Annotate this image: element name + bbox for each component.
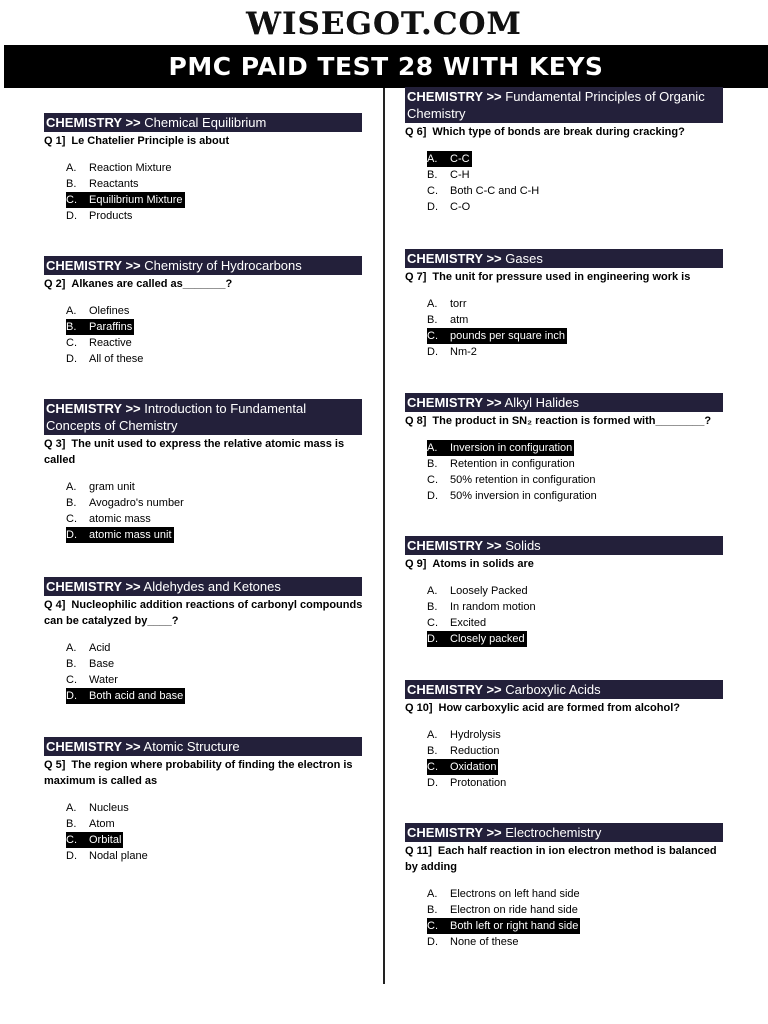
category-name: Atomic Structure [143, 739, 240, 754]
question-body: The product in SN₂ reaction is formed with________? [432, 415, 712, 427]
option-letter: D. [66, 353, 77, 365]
question-block [44, 256, 364, 367]
question-body: Nucleophilic addition reactions of carbonyl compounds can be catalyzed by____? [44, 599, 363, 627]
option-text: C-H [450, 169, 470, 181]
option-c [66, 672, 120, 688]
option-letter: A. [427, 729, 438, 741]
option-letter: C. [427, 617, 438, 629]
question-text [405, 269, 725, 285]
category-prefix: CHEMISTRY >> [46, 401, 141, 416]
option-text: Excited [450, 617, 487, 629]
option-text: Reactants [89, 178, 139, 190]
question-text [405, 413, 725, 429]
options-list [405, 727, 725, 791]
options-list [44, 160, 364, 224]
category-prefix: CHEMISTRY >> [407, 538, 502, 553]
option-d [427, 631, 527, 647]
question-body: Atoms in solids are [432, 558, 534, 570]
option-text: Reduction [450, 745, 500, 757]
option-c [66, 192, 185, 208]
option-letter: A. [427, 153, 438, 165]
option-text: Reactive [89, 337, 132, 349]
option-letter: C. [427, 474, 438, 486]
category-name: Chemistry of Hydrocarbons [144, 258, 302, 273]
option-text: atomic mass [89, 513, 151, 525]
option-letter: B. [66, 178, 77, 190]
option-a [66, 160, 174, 176]
option-a [66, 640, 112, 656]
question-block [405, 249, 725, 360]
column-divider [383, 88, 385, 984]
options-list [44, 800, 364, 864]
question-text [44, 757, 364, 789]
category-header [44, 577, 362, 596]
option-text: Base [89, 658, 115, 670]
option-text: atm [450, 314, 469, 326]
question-number: Q 1] [44, 135, 66, 147]
option-letter: A. [66, 481, 77, 493]
option-d [427, 199, 472, 215]
option-b [427, 456, 577, 472]
question-text [405, 556, 725, 572]
category-header [405, 823, 723, 842]
question-block [44, 113, 364, 224]
site-brand: WISEGOT.COM [246, 6, 522, 42]
category-prefix: CHEMISTRY >> [46, 115, 141, 130]
question-block [405, 393, 725, 504]
question-number: Q 7] [405, 271, 427, 283]
option-text: Electron on ride hand side [450, 904, 578, 916]
option-d [427, 344, 479, 360]
option-text: Loosely Packed [450, 585, 528, 597]
option-letter: D. [427, 490, 438, 502]
question-body: The region where probability of finding the electron is maximum is called as [44, 759, 353, 787]
option-letter: C. [66, 834, 77, 846]
option-letter: C. [427, 185, 438, 197]
category-header [405, 536, 723, 555]
option-a [66, 479, 137, 495]
option-text: Both C-C and C-H [450, 185, 540, 197]
options-list [405, 583, 725, 647]
option-a [427, 296, 469, 312]
option-letter: B. [66, 658, 77, 670]
option-text: Olefines [89, 305, 130, 317]
option-d [427, 488, 599, 504]
question-number: Q 10] [405, 702, 433, 714]
option-letter: D. [427, 201, 438, 213]
category-name: Chemical Equilibrium [144, 115, 267, 130]
test-title: PMC PAID TEST 28 WITH KEYS [4, 45, 768, 88]
option-text: Avogadro's number [89, 497, 184, 509]
option-c [427, 759, 498, 775]
option-letter: A. [66, 802, 77, 814]
option-text: Inversion in configuration [450, 442, 573, 454]
category-prefix: CHEMISTRY >> [46, 258, 141, 273]
option-letter: D. [427, 936, 438, 948]
option-letter: B. [427, 745, 438, 757]
option-b [66, 656, 116, 672]
category-prefix: CHEMISTRY >> [407, 251, 502, 266]
option-d [66, 688, 185, 704]
question-block [405, 536, 725, 647]
option-c [427, 183, 541, 199]
options-list [44, 479, 364, 543]
options-list [405, 886, 725, 950]
option-letter: D. [66, 690, 77, 702]
option-letter: B. [427, 601, 438, 613]
option-c [427, 918, 580, 934]
question-body: The unit used to express the relative atomic mass is called [44, 438, 345, 466]
option-letter: B. [427, 169, 438, 181]
question-body: Each half reaction in ion electron method is balanced by adding [405, 845, 717, 873]
option-d [66, 208, 134, 224]
category-prefix: CHEMISTRY >> [407, 682, 502, 697]
category-header [44, 113, 362, 132]
option-letter: A. [427, 442, 438, 454]
question-number: Q 6] [405, 126, 427, 138]
option-letter: A. [427, 298, 438, 310]
category-prefix: CHEMISTRY >> [46, 739, 141, 754]
question-text [44, 436, 364, 468]
category-prefix: CHEMISTRY >> [407, 89, 502, 104]
question-body: Which type of bonds are break during cracking? [432, 126, 685, 138]
question-text [405, 700, 725, 716]
option-b [427, 312, 470, 328]
options-list [44, 303, 364, 367]
option-text: All of these [89, 353, 144, 365]
option-text: None of these [450, 936, 519, 948]
option-letter: B. [427, 458, 438, 470]
option-b [427, 599, 538, 615]
option-letter: C. [66, 513, 77, 525]
option-text: Products [89, 210, 133, 222]
question-text [405, 124, 725, 140]
option-letter: D. [66, 529, 77, 541]
option-c [427, 472, 598, 488]
category-name: Fundamental Principles of Organic Chemistry [407, 89, 705, 121]
option-a [66, 800, 131, 816]
option-text: Equilibrium Mixture [89, 194, 183, 206]
option-d [427, 934, 521, 950]
option-d [427, 775, 508, 791]
option-text: Closely packed [450, 633, 525, 645]
category-name: Introduction to Fundamental Concepts of Chemistry [46, 401, 307, 433]
option-a [427, 886, 582, 902]
question-block [44, 399, 364, 543]
option-c [66, 335, 134, 351]
options-list [405, 440, 725, 504]
options-list [405, 151, 725, 215]
question-number: Q 8] [405, 415, 427, 427]
option-text: Both left or right hand side [450, 920, 579, 932]
question-block [405, 823, 725, 950]
option-a [427, 151, 472, 167]
question-block [44, 577, 364, 704]
option-a [427, 727, 503, 743]
option-b [427, 743, 502, 759]
option-text: Atom [89, 818, 115, 830]
options-list [405, 296, 725, 360]
question-text [405, 843, 725, 875]
option-text: atomic mass unit [89, 529, 172, 541]
option-text: torr [450, 298, 467, 310]
option-letter: A. [66, 162, 77, 174]
category-name: Carboxylic Acids [505, 682, 601, 697]
option-text: Oxidation [450, 761, 497, 773]
category-header [44, 256, 362, 275]
question-number: Q 11] [405, 845, 432, 857]
option-letter: C. [66, 674, 77, 686]
question-block [44, 737, 364, 864]
option-b [66, 319, 134, 335]
category-prefix: CHEMISTRY >> [46, 579, 141, 594]
question-number: Q 4] [44, 599, 66, 611]
option-b [427, 167, 472, 183]
question-text [44, 276, 364, 292]
option-text: Orbital [89, 834, 122, 846]
category-name: Gases [505, 251, 543, 266]
option-text: Acid [89, 642, 111, 654]
category-header [405, 249, 723, 268]
option-letter: D. [427, 633, 438, 645]
option-text: gram unit [89, 481, 135, 493]
question-body: The unit for pressure used in engineering work is [432, 271, 691, 283]
option-d [66, 351, 145, 367]
option-text: Water [89, 674, 118, 686]
question-number: Q 9] [405, 558, 427, 570]
option-text: Electrons on left hand side [450, 888, 580, 900]
option-letter: C. [427, 920, 438, 932]
option-text: Retention in configuration [450, 458, 575, 470]
question-block [405, 680, 725, 791]
option-b [66, 176, 141, 192]
category-name: Aldehydes and Ketones [143, 579, 281, 594]
option-letter: B. [427, 904, 438, 916]
option-letter: A. [427, 888, 438, 900]
option-letter: A. [66, 305, 77, 317]
option-c [66, 511, 153, 527]
option-text: In random motion [450, 601, 536, 613]
option-letter: A. [427, 585, 438, 597]
question-block [405, 87, 725, 215]
question-number: Q 2] [44, 278, 66, 290]
option-text: Both acid and base [89, 690, 184, 702]
question-body: Le Chatelier Principle is about [71, 135, 230, 147]
option-a [427, 440, 574, 456]
option-text: Nucleus [89, 802, 129, 814]
category-header [44, 399, 362, 435]
option-letter: B. [66, 818, 77, 830]
option-letter: D. [427, 346, 438, 358]
option-text: Reaction Mixture [89, 162, 172, 174]
option-text: C-O [450, 201, 471, 213]
option-d [66, 848, 150, 864]
category-name: Solids [505, 538, 541, 553]
option-text: 50% inversion in configuration [450, 490, 597, 502]
question-number: Q 3] [44, 438, 66, 450]
category-name: Electrochemistry [505, 825, 602, 840]
option-letter: B. [427, 314, 438, 326]
category-prefix: CHEMISTRY >> [407, 825, 502, 840]
category-header [405, 87, 723, 123]
option-letter: C. [66, 194, 77, 206]
category-header [44, 737, 362, 756]
category-prefix: CHEMISTRY >> [407, 395, 502, 410]
option-letter: C. [427, 330, 438, 342]
option-a [427, 583, 530, 599]
option-text: 50% retention in configuration [450, 474, 596, 486]
question-text [44, 133, 364, 149]
question-text [44, 597, 364, 629]
option-text: C-C [450, 153, 470, 165]
option-d [66, 527, 174, 543]
option-letter: C. [66, 337, 77, 349]
option-b [66, 495, 186, 511]
option-b [66, 816, 117, 832]
option-b [427, 902, 580, 918]
category-name: Alkyl Halides [504, 395, 579, 410]
option-text: Paraffins [89, 321, 133, 333]
option-a [66, 303, 131, 319]
option-text: pounds per square inch [450, 330, 565, 342]
option-c [66, 832, 123, 848]
option-c [427, 615, 488, 631]
option-letter: B. [66, 321, 77, 333]
option-letter: D. [66, 850, 77, 862]
options-list [44, 640, 364, 704]
option-text: Protonation [450, 777, 507, 789]
question-number: Q 5] [44, 759, 66, 771]
option-letter: C. [427, 761, 438, 773]
option-c [427, 328, 567, 344]
option-text: Nodal plane [89, 850, 148, 862]
option-letter: A. [66, 642, 77, 654]
option-letter: D. [66, 210, 77, 222]
option-letter: B. [66, 497, 77, 509]
category-header [405, 393, 723, 412]
option-text: Hydrolysis [450, 729, 501, 741]
option-text: Nm-2 [450, 346, 477, 358]
question-body: Alkanes are called as_______? [71, 278, 233, 290]
category-header [405, 680, 723, 699]
option-letter: D. [427, 777, 438, 789]
question-body: How carboxylic acid are formed from alcohol? [438, 702, 680, 714]
